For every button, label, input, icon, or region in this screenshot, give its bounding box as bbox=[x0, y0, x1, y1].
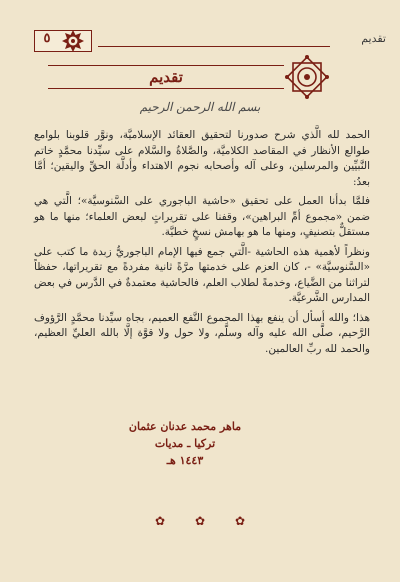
running-header-title: تقديم bbox=[361, 32, 386, 45]
author-name: ماهر محمد عدنان عثمان bbox=[128, 420, 242, 433]
closing-ornaments bbox=[155, 514, 245, 528]
flower-ornament-icon: ✿ bbox=[194, 514, 206, 528]
author-date: ١٤٤٣ هـ bbox=[166, 454, 204, 467]
section-title-band bbox=[48, 65, 284, 89]
page-header bbox=[0, 0, 400, 60]
signature-block bbox=[120, 418, 250, 469]
octagram-ornament-icon bbox=[283, 53, 331, 101]
flower-ornament-icon: ✿ bbox=[155, 514, 166, 528]
paragraph: فلمَّا بدأنا العمل على تحقيق «حاشية الباجوري على السَّنوسيَّة»؛ الَّتي هي ضمن «مجموع أمِّ البراهين»، وقفنا على تقريراتٍ لبعض العلماء؛ منها ما هو مستقلٌّ بتصنيفٍ، ومنها ما هو بهامش نسخٍ خطيَّة. bbox=[34, 195, 370, 238]
paragraph: هذا؛ والله أسأل أن ينفع بهذا المجموع النَّفع العميم، بجاه سيِّدنا محمَّدٍ الرَّؤوف الرَّحيم، صلَّى الله عليه وآله وسلَّم، ولا حول ولا قوَّة إلَّا بالله العليِّ العظيم، والحمد لله ربِّ العالمين. bbox=[34, 311, 370, 355]
section-title: تقديم bbox=[149, 68, 183, 86]
basmala: بسم الله الرحمن الرحيم bbox=[139, 100, 261, 114]
author-place: تركيا ـ مديات bbox=[154, 437, 216, 450]
page-number: ٥ bbox=[43, 31, 51, 46]
paragraph: الحمد لله الَّذي شرح صدورنا لتحقيق العقائد الإسلاميَّة، ونوَّر قلوبنا بلوامع طوالع الأنظار في المقاصد الكلاميَّة، والصَّلاةُ والسَّلام على سيِّدنا محمَّدٍ خاتم النَّبيِّين والمرسلين، وعلى آله وأصحابه نجوم الاهتداء وأدلَّة الحقِّ واليقين؛ أمَّا بعدُ: bbox=[34, 129, 370, 188]
rosette-icon bbox=[61, 29, 85, 53]
body-text bbox=[34, 128, 370, 361]
paragraph: ونظراً لأهمية هذه الحاشية -الَّتي جمع فيها الإمام الباجوريُّ زبدة ما كتب على «السَّنوسيَّة» -، كان العزم على خدمتها مرَّةً ثانية مفردةً مع تقريراتها، حفظاً لتراثنا من الضَّياع، وخدمةً لطلاب العلم، فالحاشية معتمدةٌ في الدَّرس في بعض المدارس الشَّرعيَّة. bbox=[34, 245, 370, 304]
flower-ornament-icon: ✿ bbox=[234, 514, 245, 528]
header-divider bbox=[98, 46, 330, 47]
